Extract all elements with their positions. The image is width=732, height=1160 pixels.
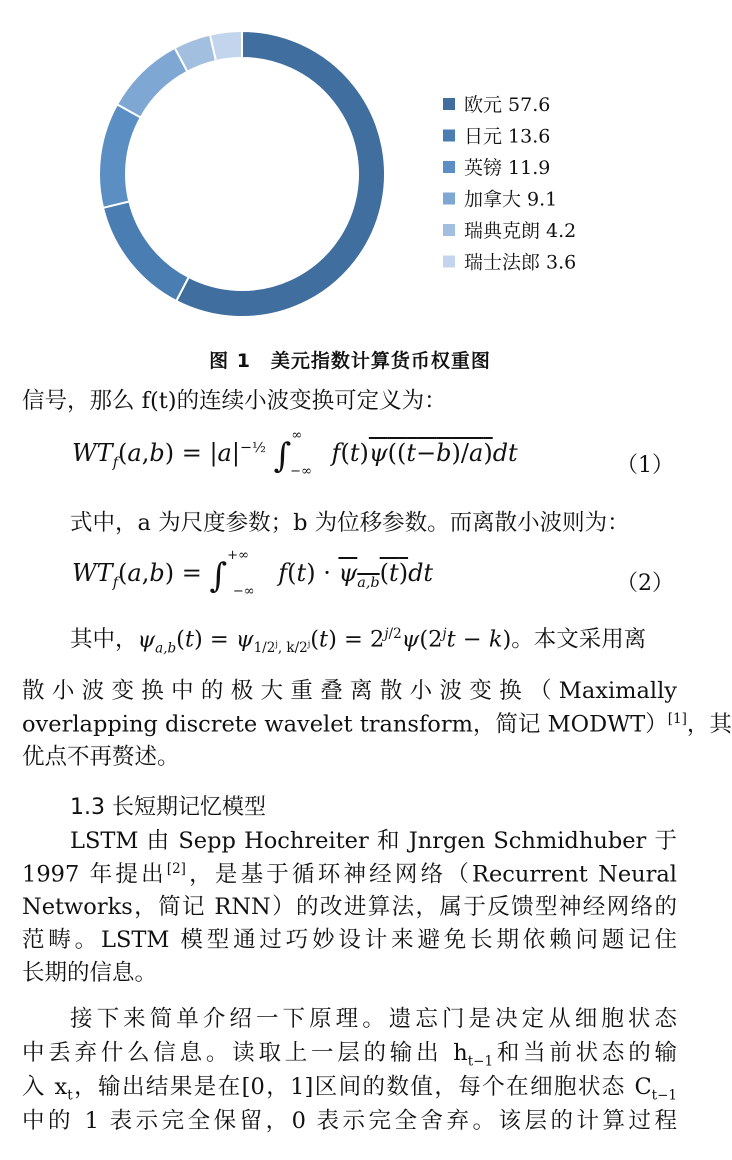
subscript-c: t−1 [651,1087,677,1104]
donut-slices [99,31,385,317]
legend-swatch-2 [443,130,455,142]
text-line-14-mid: ，输出结果是在[0，1]区间的数值，每个在细胞状态 C [72,1074,652,1100]
text-line-4: 散小波变换中的极大重叠离散小波变换（Maximally [22,678,677,704]
text-line-14 [22,1076,677,1103]
text-line-2: 式中，a 为尺度参数；b 为位移参数。而离散小波则为： [70,510,630,536]
legend-label-2: 日元 13.6 [464,125,551,148]
equation-2: $WT_f(a,b) = \int^{+\infty}_{-\infty}$ $f(t) \cdot \psi_{a,b}(t)dt$ [72,548,434,599]
donut-slice-3 [99,104,141,207]
donut-slice-2 [103,201,189,301]
legend-label-1: 欧元 57.6 [464,94,551,116]
legend-swatch-4 [443,193,455,205]
citation-2: [2] [166,861,186,877]
text-line-1: 信号，那么 f(t)的连续小波变换可定义为： [22,388,447,414]
subscript-h: t−1 [467,1053,494,1070]
donut-slice-1 [176,31,385,317]
citation-1: [1] [667,711,687,727]
text-line-9: Networks，简记 RNN）的改进算法，属于反馈型神经网络的 [22,894,677,920]
legend-swatch-5 [443,224,455,236]
legend-swatch-6 [443,256,455,268]
text-line-11: 长期的信息。 [22,960,158,986]
legend-swatch-3 [443,161,455,173]
text-line-12: 接下来简单介绍一下原理。遗忘门是决定从细胞状态 [70,1006,677,1032]
text-line-15: 中的 1 表示完全保留，0 表示完全舍弃。该层的计算过程 [22,1108,677,1134]
text-line-3-start: 其中， [70,626,138,653]
text-line-8-end: ，是基于循环神经网络（Recurrent Neural [185,861,677,888]
legend-label-4: 加拿大 9.1 [464,188,558,211]
equation-2-number: （2） [616,571,674,596]
eq1-lhs: WT [72,439,113,467]
donut-chart [0,0,700,340]
text-line-13-start: 中丢弃什么信息。读取上一层的输出 h [22,1040,468,1066]
legend-label-5: 瑞典克朗 4.2 [464,220,577,242]
legend-label-3: 英镑 11.9 [464,157,551,179]
legend-swatch-1 [443,98,455,110]
text-line-5-end: ，其 [686,711,732,738]
text-line-6: 优点不再赘述。 [22,744,180,770]
text-line-13-end: 和当前状态的输 [493,1040,677,1066]
figure-caption: 图 1 美元指数计算货币权重图 [209,350,491,372]
text-line-5-main: overlapping discrete wavelet transform，简记 MODWT） [22,711,668,738]
text-line-5 [22,711,732,738]
text-line-14-start: 入 x [22,1074,68,1100]
text-line-8 [22,863,677,886]
text-line-7: LSTM 由 Sepp Hochreiter 和 Jnrgen Schmidhuber 于 [70,828,677,854]
equation-1-number: （1） [616,453,674,478]
text-line-10: 范畴。LSTM 模型通过巧妙设计来避免长期依赖问题记住 [22,927,677,953]
chart-legend [443,94,576,274]
section-heading: 1.3 长短期记忆模型 [70,795,266,820]
equation-1: $WT_f(a,b) = |a|^{-\frac{1}{2}}$ $\int^\infty_{-\infty}$ f(t)ψ((t−b)/a)dt [72,428,518,479]
text-line-8-start: 1997 年提出 [22,861,167,888]
text-line-3-end: 。本文采用离 [511,626,647,653]
donut-slice-4 [117,48,187,118]
text-line-13 [22,1042,677,1069]
donut-slice-6 [210,31,242,61]
subscript-x: t [67,1087,73,1104]
legend-label-6: 瑞士法郎 3.6 [464,251,577,274]
text-line-3: 其中，$\psi_{a,b}(t) = \psi_{1/2^j, k/2^j}(t) = 2^{j/2}\psi(2^jt - k)$。本文采用离 [70,626,647,656]
